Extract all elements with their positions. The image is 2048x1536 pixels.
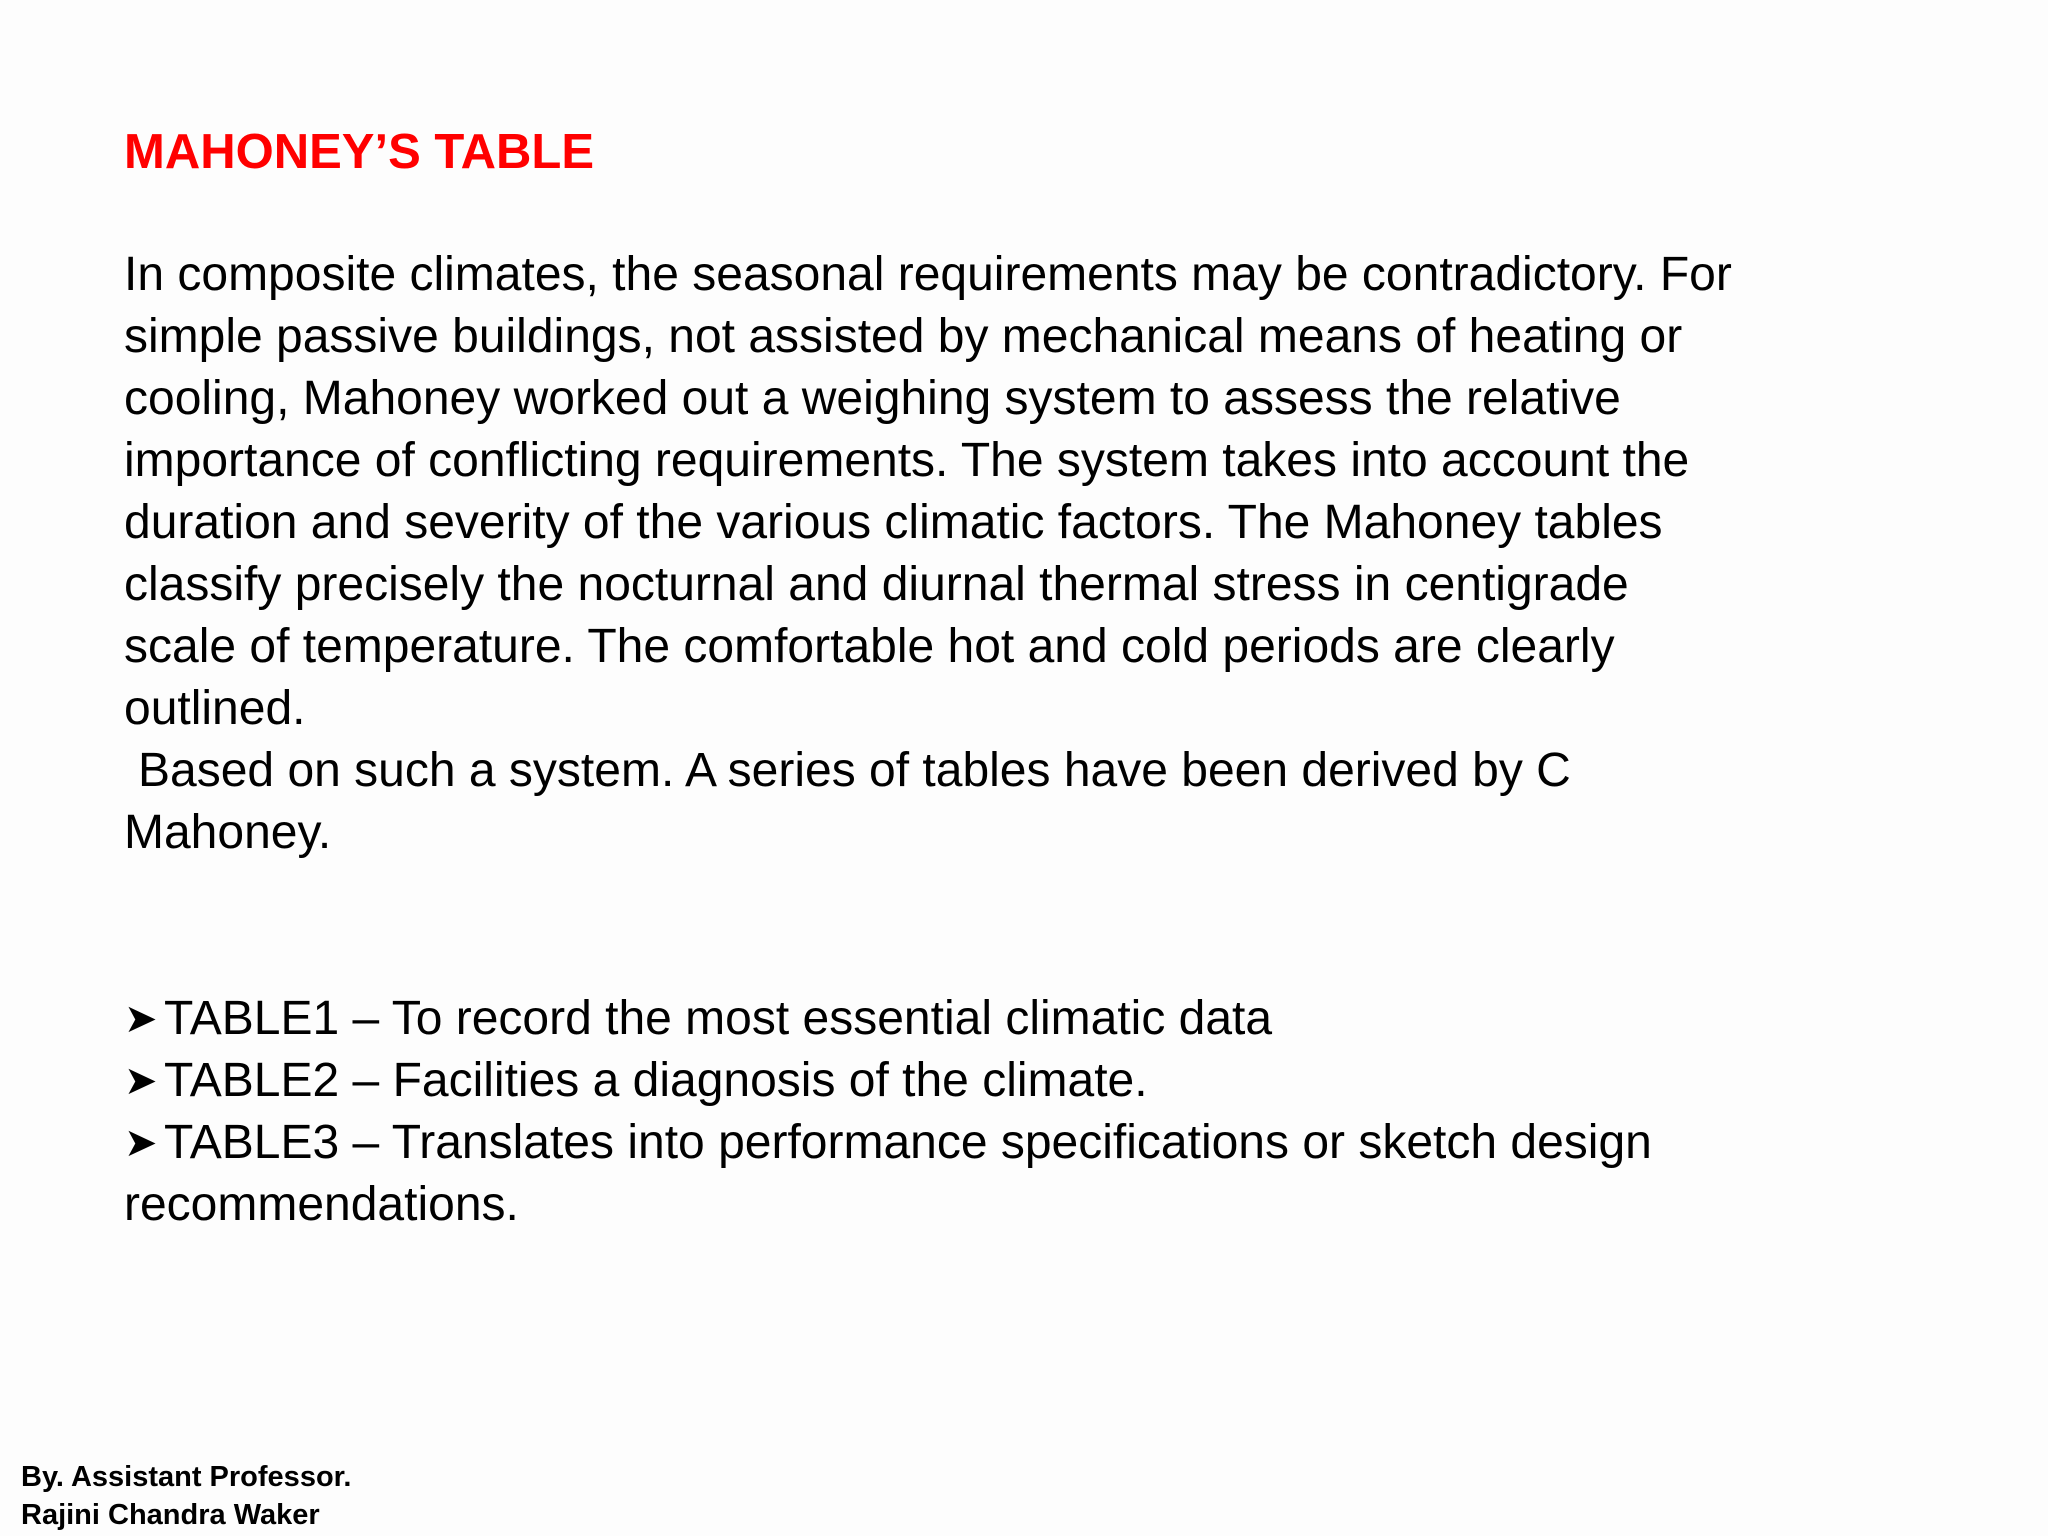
page-title: MAHONEY’S TABLE: [124, 125, 595, 179]
paragraph-line: simple passive buildings, not assisted by mechanical means of heating or: [124, 310, 1683, 363]
body-paragraph: [124, 244, 1964, 864]
paragraph-line: duration and severity of the various climatic factors. The Mahoney tables: [124, 496, 1663, 549]
paragraph-line: Mahoney.: [124, 806, 332, 859]
author-name: Rajini Chandra Waker: [21, 1499, 320, 1531]
list-item-text: recommendations.: [124, 1178, 519, 1231]
author-title: By. Assistant Professor.: [21, 1461, 352, 1493]
list-item-text: TABLE3 – Translates into performance specifications or sketch design: [164, 1116, 1652, 1169]
list-item: [124, 988, 1964, 1050]
paragraph-line: scale of temperature. The comfortable hot and cold periods are clearly: [124, 620, 1615, 673]
list-item-continuation: [124, 1174, 1964, 1236]
arrow-bullet-icon: ➤: [124, 1059, 158, 1103]
arrow-bullet-icon: ➤: [124, 997, 158, 1041]
list-item-text: TABLE2 – Facilities a diagnosis of the climate.: [164, 1054, 1148, 1107]
author-credit: [21, 1458, 351, 1534]
list-item-text: TABLE1 – To record the most essential climatic data: [164, 992, 1273, 1045]
table-list: [124, 988, 1964, 1236]
paragraph-line: Based on such a system. A series of tables have been derived by C: [138, 744, 1571, 797]
paragraph-line: cooling, Mahoney worked out a weighing system to assess the relative: [124, 372, 1621, 425]
paragraph-line: outlined.: [124, 682, 306, 735]
paragraph-line: In composite climates, the seasonal requirements may be contradictory. For: [124, 248, 1732, 301]
list-item: [124, 1112, 1964, 1174]
paragraph-line: classify precisely the nocturnal and diurnal thermal stress in centigrade: [124, 558, 1629, 611]
arrow-bullet-icon: ➤: [124, 1121, 158, 1165]
list-item: [124, 1050, 1964, 1112]
paragraph-line: importance of conflicting requirements. The system takes into account the: [124, 434, 1690, 487]
